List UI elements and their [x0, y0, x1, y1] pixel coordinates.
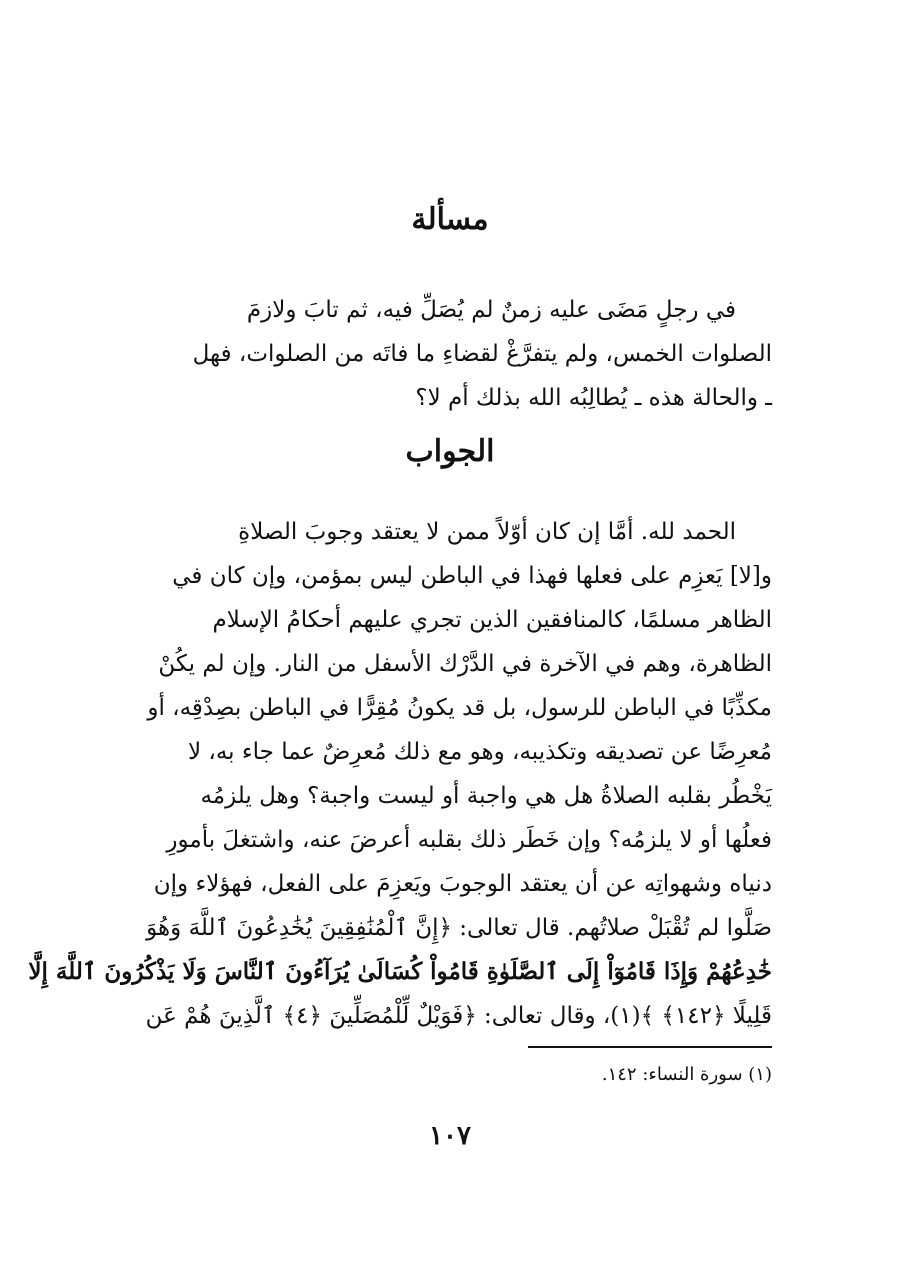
answer-line: فعلُها أو لا يلزمُه؟ وإن خَطَر ذلك بقلبه أعرضَ عنه، واشتغلَ بأمورِ	[166, 827, 772, 853]
answer-line: الظاهر مسلمًا، كالمنافقين الذين تجري عليهم أحكامُ الإسلام	[212, 607, 772, 633]
answer-line: يَخْطُر بقلبه الصلاةُ هل هي واجبة أو ليست واجبة؟ وهل يلزمُه	[200, 783, 772, 809]
question-line: ـ والحالة هذه ـ يُطالِبُه الله بذلك أم لا؟	[415, 385, 772, 411]
quran-verse-line: خَٰدِعُهُمْ وَإِذَا قَامُوٓاْ إِلَى ٱلصَّلَوٰةِ قَامُواْ كُسَالَىٰ يُرَآءُونَ ٱلنَّاسَ وَلَا يَذْكُرُونَ ٱللَّهَ إِلَّا	[28, 958, 772, 985]
answer-line: و[لا] يَعزِم على فعلها فهذا في الباطن ليس بمؤمن، وإن كان في	[172, 563, 772, 589]
question-line: الصلوات الخمس، ولم يتفرَّغْ لقضاءِ ما فاتَه من الصلوات، فهل	[192, 341, 772, 367]
answer-line: مكذِّبًا في الباطن للرسول، بل قد يكونُ مُقِرًّا في الباطن بصِدْقِه، أو	[147, 695, 772, 721]
answer-line: مُعرِضًا عن تصديقه وتكذيبه، وهو مع ذلك مُعرِضٌ عما جاء به، لا	[187, 739, 772, 765]
question-heading: مسألة	[411, 202, 489, 237]
answer-line: قَلِيلًا ﴿١٤٢﴾ ﴾(١)، وقال تعالى: ﴿فَوَيْلٌ لِّلْمُصَلِّينَ ﴿٤﴾ ٱلَّذِينَ هُمْ عَن	[145, 1003, 772, 1029]
answer-text	[28, 510, 772, 1038]
answer-heading: الجواب	[405, 434, 495, 469]
answer-line: الظاهرة، وهم في الآخرة في الدَّرْك الأسفل من النار. وإن لم يكُنْ	[158, 651, 772, 677]
answer-line: صَلَّوا لم تُقْبَلْ صلاتُهم. قال تعالى: ﴿إِنَّ ٱلْمُنَٰفِقِينَ يُخَٰدِعُونَ ٱللَّهَ وَهُوَ	[146, 915, 772, 941]
answer-line: دنياه وشهواتِه عن أن يعتقد الوجوبَ ويَعزِمَ على الفعل، فهؤلاء وإن	[153, 871, 772, 897]
question-text	[128, 288, 772, 420]
question-line: في رجلٍ مَضَى عليه زمنٌ لم يُصَلِّ فيه، ثم تابَ ولازمَ	[246, 297, 736, 323]
footnote-divider	[528, 1046, 772, 1048]
footnote: (١) سورة النساء: ١٤٢.	[601, 1064, 772, 1085]
page-number: ١٠٧	[429, 1121, 471, 1151]
answer-line: الحمد لله. أمَّا إن كان أوّلاً ممن لا يعتقد وجوبَ الصلاةِ	[238, 519, 736, 545]
